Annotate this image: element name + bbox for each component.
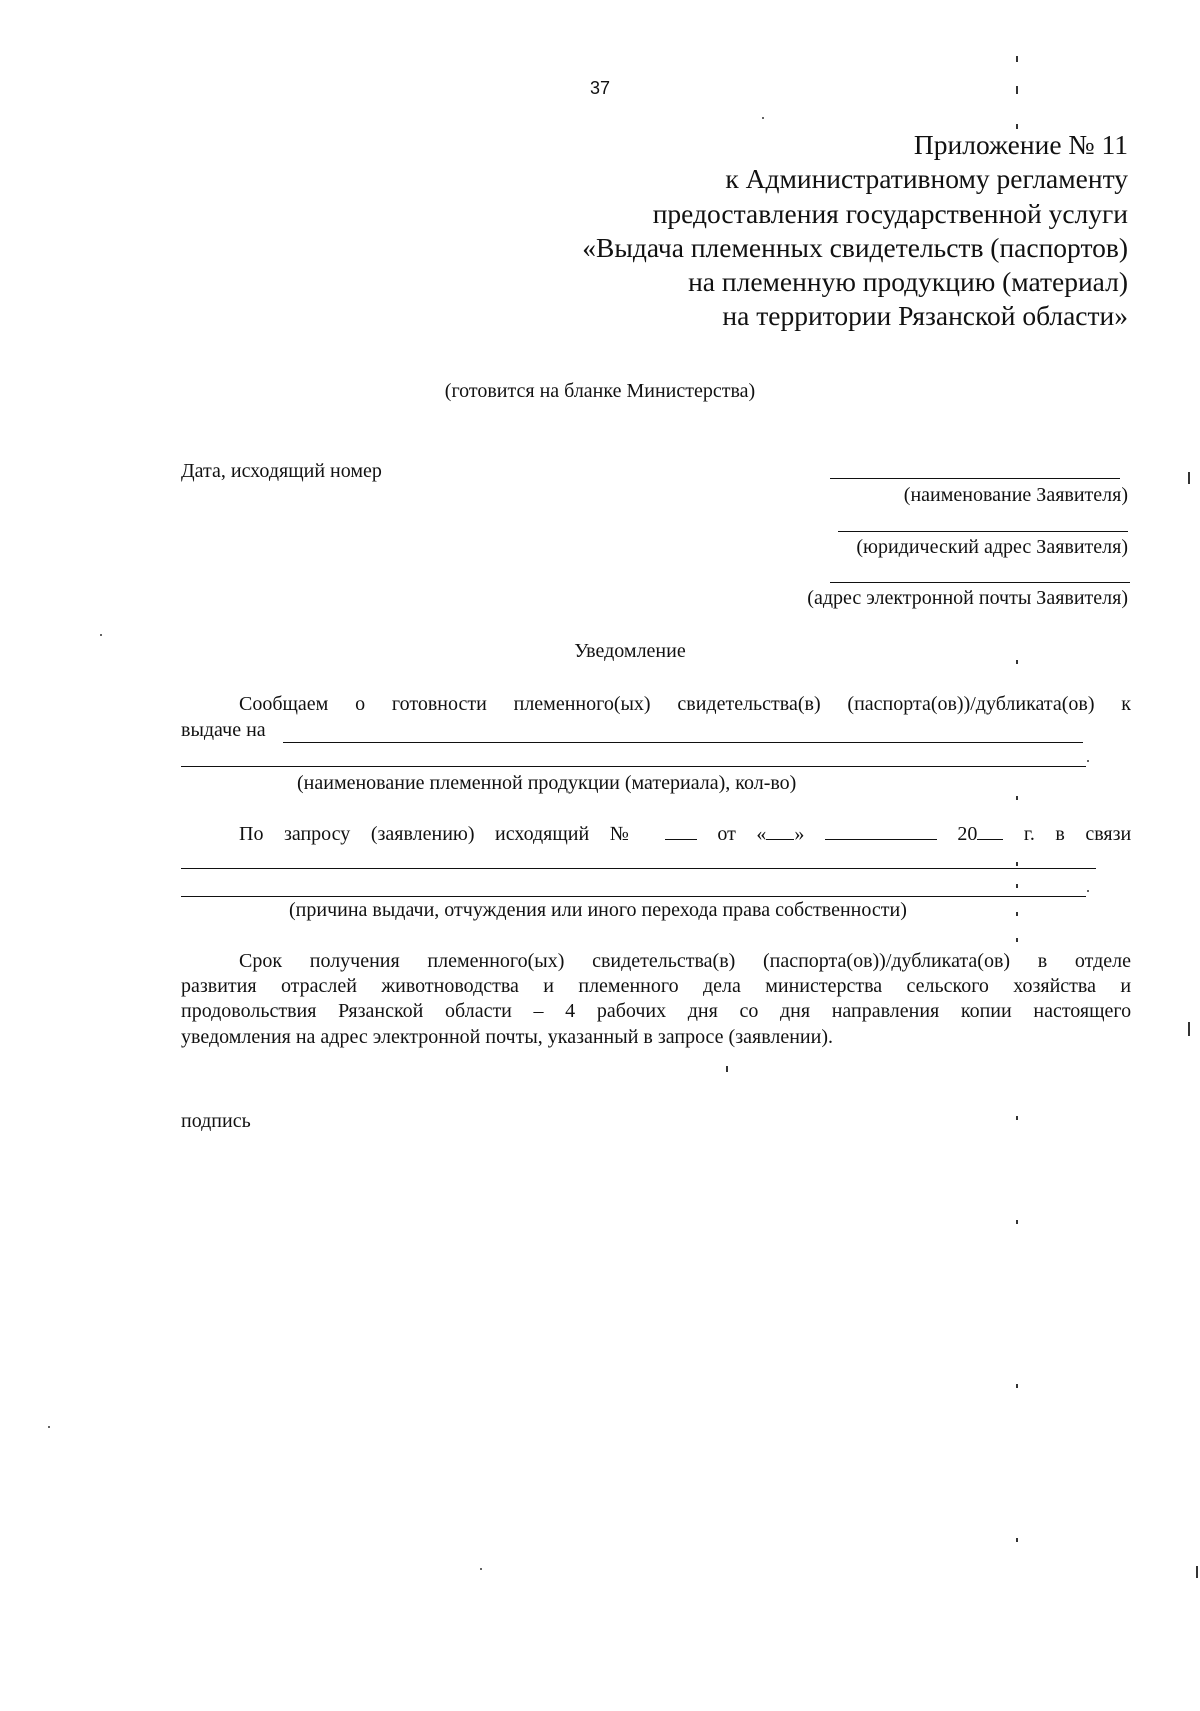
term-line-3 (181, 1000, 1131, 1023)
scan-mark (1016, 56, 1018, 62)
word: свидетельства(в) (677, 693, 821, 715)
appendix-line: к Административному регламенту (725, 163, 1128, 195)
word: настоящего (1033, 1000, 1132, 1022)
appendix-line: «Выдача племенных свидетельств (паспортов) (582, 231, 1128, 263)
word: 4 (565, 1000, 576, 1022)
word: По (239, 823, 264, 845)
product-blank-line-2 (181, 766, 1086, 767)
page-number: 37 (589, 78, 611, 98)
scan-mark (1016, 938, 1018, 942)
word: направления (831, 1000, 940, 1022)
term-line-1 (239, 950, 1131, 973)
scan-speck (480, 1568, 482, 1570)
day-blank (766, 823, 794, 840)
recipient-email-line (830, 582, 1130, 583)
recipient-name-caption: (наименование Заявителя) (903, 484, 1128, 506)
scan-mark (1016, 1384, 1018, 1388)
scan-speck (100, 634, 102, 636)
period-mark (1087, 890, 1089, 892)
notice-title: Уведомление (574, 640, 686, 662)
word: к (1121, 693, 1131, 715)
word: (заявлению) (370, 823, 475, 845)
blank-note: (готовится на бланке Министерства) (444, 380, 756, 402)
product-blank-line-1 (283, 742, 1083, 743)
word: получения (309, 950, 400, 972)
recipient-email-caption: (адрес электронной почты Заявителя) (807, 587, 1128, 609)
product-caption: (наименование племенной продукции (материала), кол-во) (297, 772, 797, 794)
reason-blank-line-1 (181, 868, 1096, 869)
word: от (717, 823, 736, 845)
word: области (445, 1000, 512, 1022)
word: рабочих (596, 1000, 667, 1022)
word: в (1037, 950, 1048, 972)
word: сельского (906, 975, 989, 997)
date-day (756, 823, 804, 845)
word: (паспорта(ов))/дубликата(ов) (762, 950, 1011, 972)
word: готовности (391, 693, 487, 715)
term-line-2 (181, 975, 1131, 998)
scan-speck (48, 1426, 50, 1428)
readiness-line-2-lead: выдаче на (181, 719, 266, 741)
word: министерства (765, 975, 883, 997)
term-line-4: уведомления на адрес электронной почты, указанный в запросе (заявлении). (181, 1026, 834, 1048)
scan-mark (1196, 1566, 1198, 1578)
word: дела (702, 975, 741, 997)
quote-close: » (794, 823, 805, 845)
month-blank (825, 823, 937, 840)
scan-mark (1016, 660, 1018, 664)
date-year (957, 823, 1003, 845)
word: племенного(ых) (427, 950, 565, 972)
word: свидетельства(в) (592, 950, 736, 972)
recipient-name-line (830, 478, 1120, 479)
word: развития (181, 975, 257, 997)
word: г. (1023, 823, 1035, 845)
word: Рязанской (338, 1000, 424, 1022)
word: связи (1085, 823, 1132, 845)
reason-caption: (причина выдачи, отчуждения или иного перехода права собственности) (289, 899, 907, 921)
quote-open: « (756, 823, 767, 845)
scan-speck (762, 117, 764, 119)
word: о (355, 693, 366, 715)
scan-mark (1016, 86, 1018, 94)
word: со (739, 1000, 759, 1022)
word: хозяйства (1013, 975, 1096, 997)
scan-mark (726, 1066, 728, 1072)
scan-mark (1016, 1116, 1018, 1120)
request-number-blank (665, 823, 697, 840)
appendix-line: на племенную продукцию (материал) (688, 266, 1128, 298)
word: запросу (283, 823, 351, 845)
word: Срок (239, 950, 283, 972)
recipient-address-caption: (юридический адрес Заявителя) (856, 536, 1128, 558)
scan-mark (1016, 884, 1018, 888)
scan-mark (1188, 472, 1190, 484)
word: животноводства (381, 975, 519, 997)
appendix-line: предоставления государственной услуги (652, 197, 1128, 229)
word: копии (960, 1000, 1012, 1022)
word: отделе (1074, 950, 1132, 972)
scan-mark (1016, 124, 1018, 129)
year-prefix: 20 (957, 823, 978, 845)
signature-label: подпись (181, 1110, 251, 1132)
period-mark (1087, 760, 1089, 762)
scan-mark (1016, 796, 1018, 800)
word: племенного (578, 975, 679, 997)
year-blank (977, 823, 1003, 840)
word: племенного(ых) (513, 693, 651, 715)
scan-mark (1188, 1022, 1190, 1036)
word: – (533, 1000, 544, 1022)
scan-mark (1016, 1538, 1018, 1542)
scan-mark (1016, 912, 1018, 916)
word: дня (780, 1000, 811, 1022)
word: исходящий (495, 823, 590, 845)
date-number-label: Дата, исходящий номер (181, 460, 382, 482)
scan-mark (1016, 862, 1018, 866)
word: в (1055, 823, 1065, 845)
appendix-header (582, 128, 1128, 334)
appendix-line: на территории Рязанской области» (722, 300, 1128, 332)
word: № (609, 823, 645, 845)
recipient-address-line (838, 531, 1128, 532)
word: (паспорта(ов))/дубликата(ов) (847, 693, 1095, 715)
reason-blank-line-2 (181, 896, 1086, 897)
word: отраслей (280, 975, 357, 997)
word: и (1120, 975, 1132, 997)
word: Сообщаем (239, 693, 329, 715)
readiness-line-1 (239, 693, 1131, 716)
scan-mark (1016, 1220, 1018, 1224)
word: дня (687, 1000, 718, 1022)
word: и (543, 975, 554, 997)
word: продовольствия (181, 1000, 317, 1022)
appendix-line: Приложение № 11 (913, 129, 1128, 160)
request-line (239, 823, 1131, 846)
